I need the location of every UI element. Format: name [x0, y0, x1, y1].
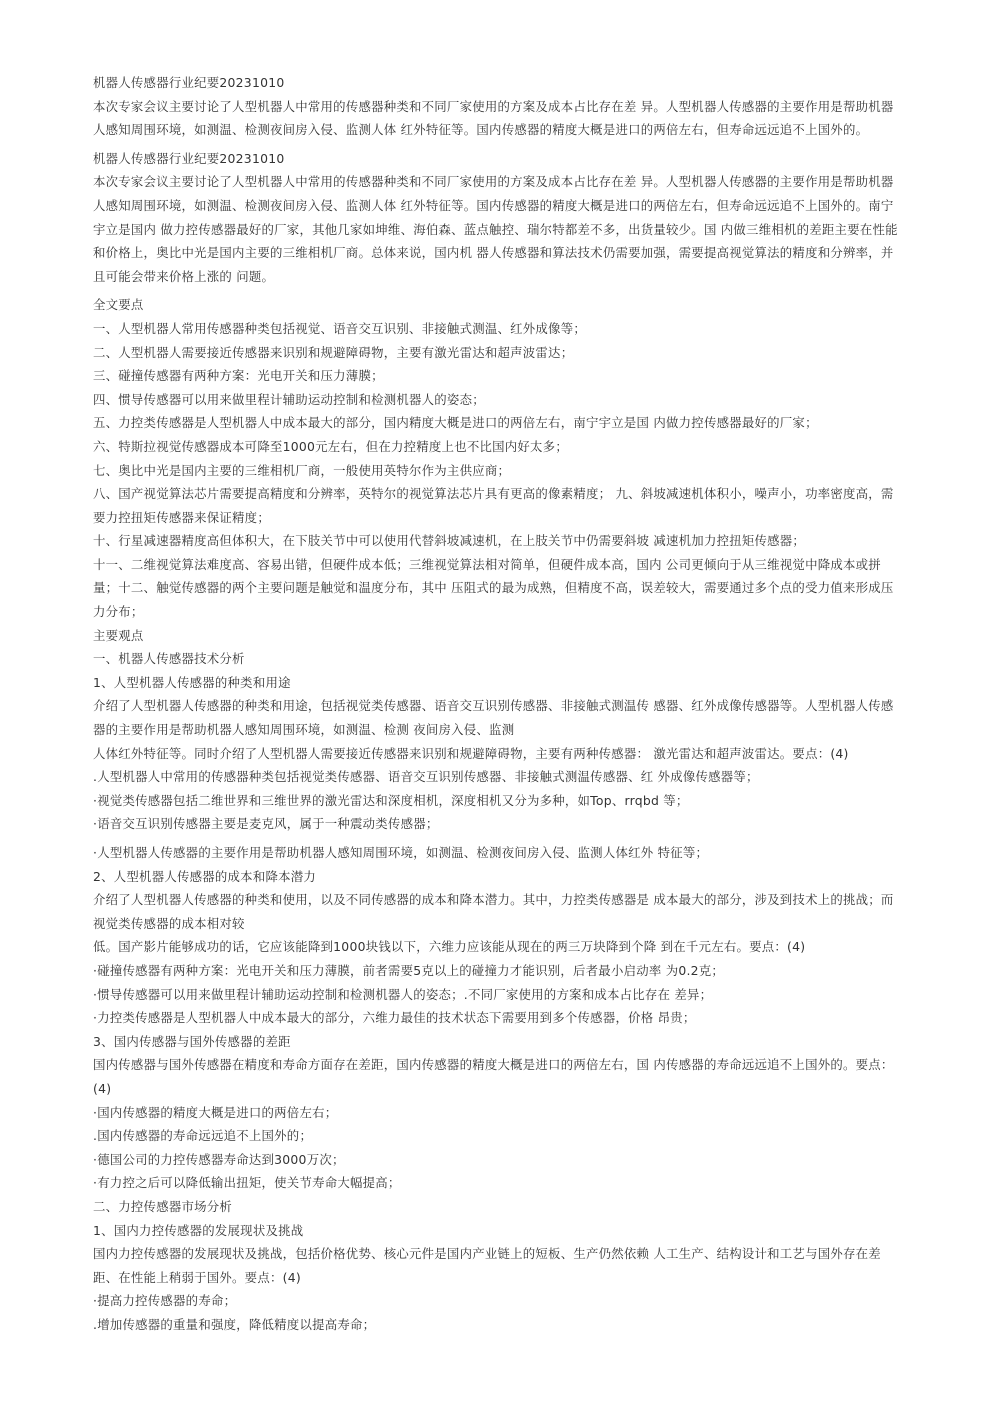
main-views-heading: 主要观点	[93, 627, 144, 643]
key-point-line: 四、惯导传感器可以用来做里程计辅助运动控制和检测机器人的姿态；	[93, 391, 485, 407]
key-point-line: 量；十二、触觉传感器的两个主要问题是触觉和温度分布，其中 压阻式的最为成熟，但精度不高，误差较大，需要通过多个点的受力值来形成压	[93, 580, 894, 596]
bullet-line: ·德国公司的力控传感器寿命达到3000万次；	[93, 1151, 345, 1167]
bullet-line: ·语音交互识别传感器主要是麦克风，属于一种震动类传感器；	[93, 816, 439, 832]
key-point-line: 十、行星减速器精度高但体积大，在下肢关节中可以使用代替斜坡减速机，在上肢关节中仍需要斜坡 减速机加力控扭矩传感器；	[93, 533, 806, 549]
key-point-line: 要力控扭矩传感器来保证精度；	[93, 509, 270, 525]
bullet-line: ·提高力控传感器的寿命；	[93, 1293, 237, 1309]
body-line: 人体红外特征等。同时介绍了人型机器人需要接近传感器来识别和规避障碍物，主要有两种传感器： 激光雷达和超声波雷达。要点：(4)	[93, 745, 849, 761]
key-point-line: 七、奥比中光是国内主要的三维相机厂商，一般使用英特尔作为主供应商；	[93, 462, 511, 478]
bullet-line: ·国内传感器的精度大概是进口的两倍左右；	[93, 1104, 338, 1120]
document-page	[93, 71, 938, 1336]
body-line: 介绍了人型机器人传感器的种类和使用，以及不同传感器的成本和降本潜力。其中，力控类传感器是 成本最大的部分，涉及到技术上的挑战；而	[93, 892, 894, 908]
bullet-line: ·碰撞传感器有两种方案：光电开关和压力薄膜，前者需要5克以上的碰撞力才能识别，后者最小启动率 为0.2克；	[93, 962, 725, 978]
summary-line: 本次专家会议主要讨论了人型机器人中常用的传感器种类和不同厂家使用的方案及成本占比存在差 异。人型机器人传感器的主要作用是帮助机器	[93, 98, 894, 114]
key-point-line: 三、碰撞传感器有两种方案：光电开关和压力薄膜；	[93, 368, 384, 384]
body-line: 国内传感器与国外传感器在精度和寿命方面存在差距，国内传感器的精度大概是进口的两倍左右，国 内传感器的寿命远远追不上国外的。要点：	[93, 1057, 894, 1073]
bullet-line: .增加传感器的重量和强度，降低精度以提高寿命；	[93, 1316, 376, 1332]
bullet-line: .人型机器人中常用的传感器种类包括视觉类传感器、语音交互识别传感器、非接触式测温传感器、红 外成像传感器等；	[93, 769, 759, 785]
key-points-heading: 全文要点	[93, 297, 144, 313]
key-point-line: 五、力控类传感器是人型机器人中成本最大的部分，国内精度大概是进口的两倍左右，南宁宇立是国 内做力控传感器最好的厂家；	[93, 415, 818, 431]
full-summary-line: 和价格上，奥比中光是国内主要的三维相机厂商。总体来说，国内机 器人传感器和算法技术仍需要加强，需要提高视觉算法的精度和分辨率，并	[93, 245, 894, 261]
key-point-line: 二、人型机器人需要接近传感器来识别和规避障碍物，主要有激光雷达和超声波雷达；	[93, 344, 574, 360]
bullet-line: .国内传感器的寿命远远追不上国外的；	[93, 1128, 313, 1144]
full-summary-line: 人感知周围环境，如测温、检测夜间房入侵、监测人体 红外特征等。国内传感器的精度大概是进口的两倍左右，但寿命远远追不上国外的。南宁	[93, 197, 894, 213]
body-line: 介绍了人型机器人传感器的种类和用途，包括视觉类传感器、语音交互识别传感器、非接触式测温传 感器、红外成像传感器等。人型机器人传感	[93, 698, 894, 714]
summary-title: 机器人传感器行业纪要20231010	[93, 75, 285, 90]
bullet-line: ·视觉类传感器包括二维世界和三维世界的激光雷达和深度相机，深度相机又分为多种，如Top、rrqbd 等；	[93, 792, 689, 808]
section-heading: 一、机器人传感器技术分析	[93, 651, 245, 667]
full-summary-line: 本次专家会议主要讨论了人型机器人中常用的传感器种类和不同厂家使用的方案及成本占比存在差 异。人型机器人传感器的主要作用是帮助机器	[93, 174, 894, 190]
body-line: 视觉类传感器的成本相对较	[93, 915, 245, 931]
key-point-line: 一、人型机器人常用传感器种类包括视觉、语音交互识别、非接触式测温、红外成像等；	[93, 320, 586, 336]
body-line: 器的主要作用是帮助机器人感知周围环境，如测温、检测 夜间房入侵、监测	[93, 722, 515, 738]
subsection-heading: 2、人型机器人传感器的成本和降本潜力	[93, 868, 317, 884]
subsection-heading: 3、国内传感器与国外传感器的差距	[93, 1033, 291, 1049]
subsection-heading: 1、国内力控传感器的发展现状及挑战	[93, 1222, 304, 1238]
full-summary-title: 机器人传感器行业纪要20231010	[93, 150, 285, 166]
body-line: (4)	[93, 1080, 112, 1096]
body-line: 国内力控传感器的发展现状及挑战，包括价格优势、核心元件是国内产业链上的短板、生产仍然依赖 人工生产、结构设计和工艺与国外存在差	[93, 1246, 881, 1262]
key-point-line: 力分布；	[93, 604, 144, 620]
key-point-line: 八、国产视觉算法芯片需要提高精度和分辨率，英特尔的视觉算法芯片具有更高的像素精度； 九、斜坡减速机体积小，噪声小，功率密度高，需	[93, 486, 894, 502]
subsection-heading: 1、人型机器人传感器的种类和用途	[93, 674, 291, 690]
section-heading: 二、力控传感器市场分析	[93, 1198, 233, 1214]
body-line: 距、在性能上稍弱于国外。要点：(4)	[93, 1269, 301, 1285]
key-point-line: 十一、二维视觉算法难度高、容易出错，但硬件成本低；三维视觉算法相对简单，但硬件成本高，国内 公司更倾向于从三维视觉中降成本或拼	[93, 556, 881, 572]
bullet-line: ·惯导传感器可以用来做里程计辅助运动控制和检测机器人的姿态；.不同厂家使用的方案和成本占比存在 差异；	[93, 986, 713, 1002]
summary-line: 人感知周围环境，如测温、检测夜间房入侵、监测人体 红外特征等。国内传感器的精度大概是进口的两倍左右，但寿命远远追不上国外的。	[93, 122, 869, 138]
full-summary-line: 且可能会带来价格上涨的 问题。	[93, 268, 275, 284]
bullet-line: ·人型机器人传感器的主要作用是帮助机器人感知周围环境，如测温、检测夜间房入侵、监测人体红外 特征等；	[93, 845, 709, 860]
key-point-line: 六、特斯拉视觉传感器成本可降至1000元左右，但在力控精度上也不比国内好太多；	[93, 438, 568, 454]
body-line: 低。国产影片能够成功的话，它应该能降到1000块钱以下，六维力应该能从现在的两三万块降到个降 到在千元左右。要点：(4)	[93, 939, 806, 955]
full-summary-line: 宇立是国内 做力控传感器最好的厂家，其他几家如坤维、海伯森、蓝点触控、瑞尔特都差不多，出货量较少。国 内做三维相机的差距主要在性能	[93, 221, 898, 237]
bullet-line: ·有力控之后可以降低输出扭矩，使关节寿命大幅提高；	[93, 1175, 401, 1191]
bullet-line: ·力控类传感器是人型机器人中成本最大的部分，六维力最佳的技术状态下需要用到多个传感器，价格 昂贵；	[93, 1010, 696, 1026]
